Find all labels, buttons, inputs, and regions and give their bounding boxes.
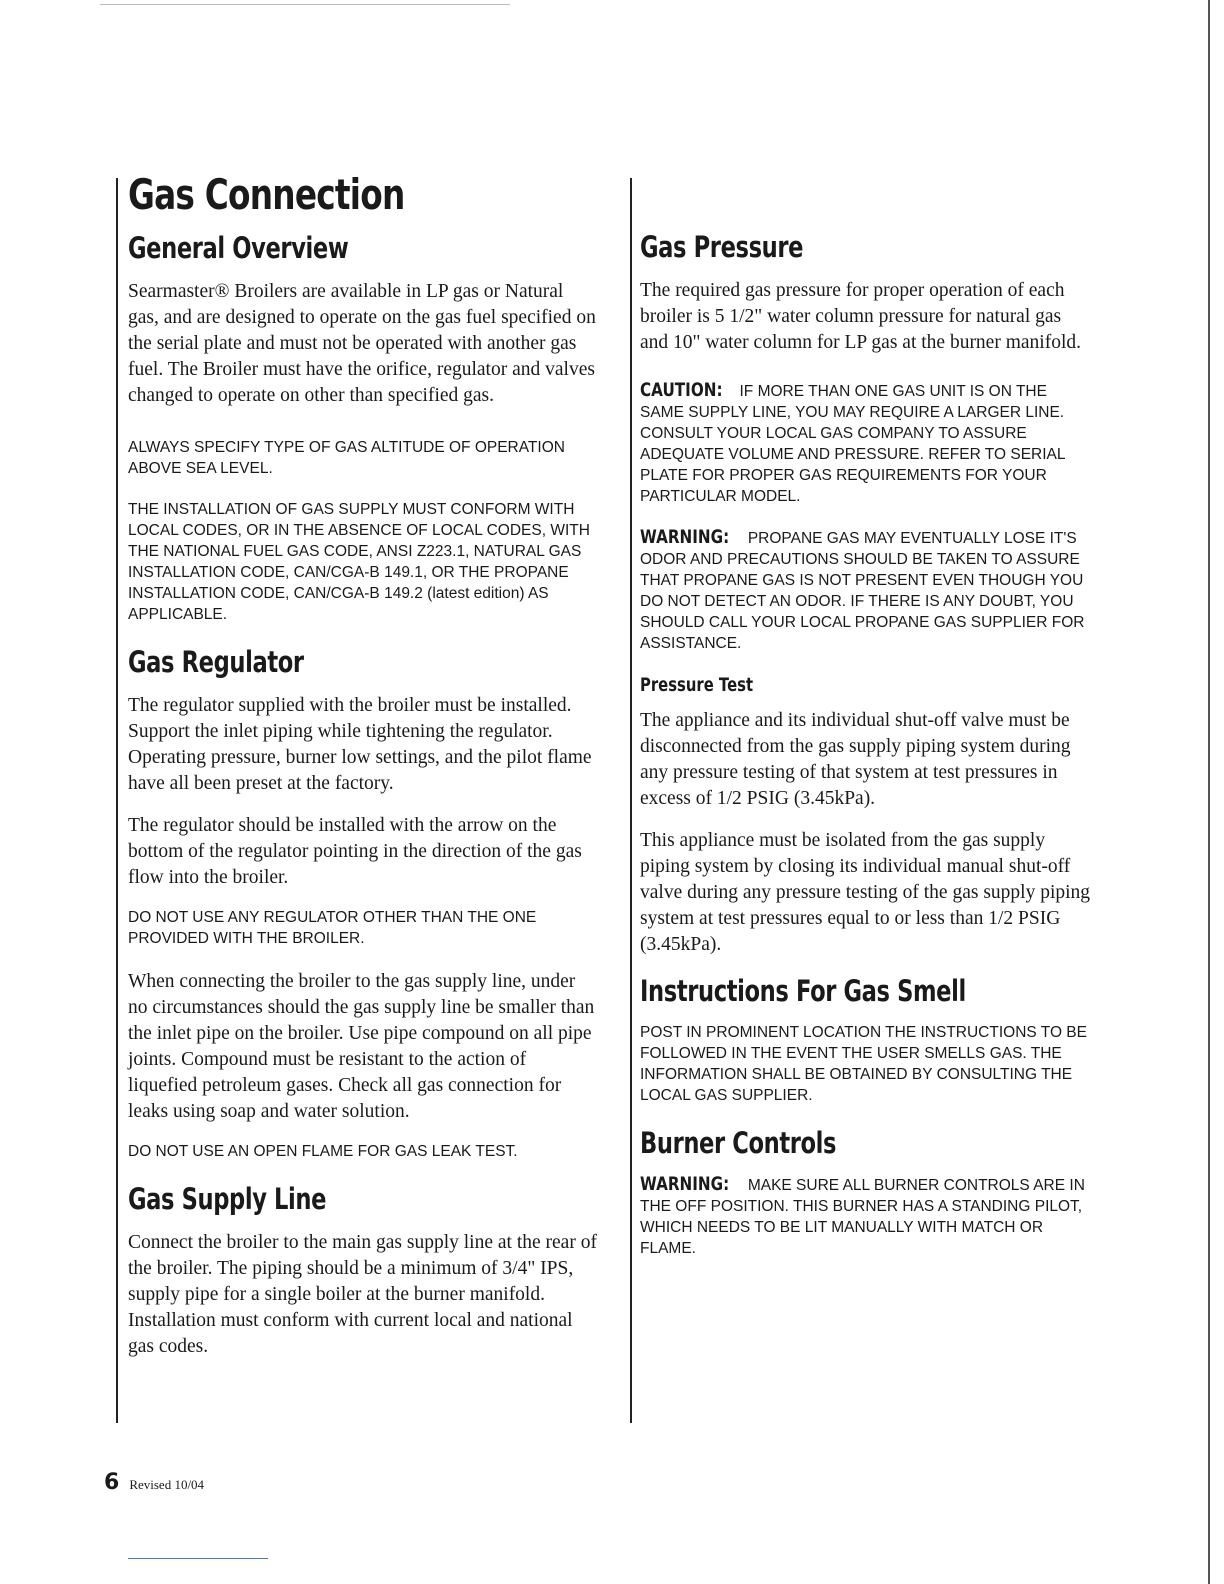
gas-pressure-heading: Gas Pressure bbox=[640, 230, 804, 264]
burner-warning-label: WARNING: bbox=[640, 1173, 730, 1195]
pressure-test-paragraph-1: The appliance and its individual shut-off valve must be disconnected from the gas supply piping system during any pressure testing of that system at test pressures in excess of 1/2 PSIG (3.45kPa). bbox=[640, 710, 1071, 809]
burner-warning-notice bbox=[640, 1174, 1092, 1259]
pressure-test-paragraph-2: This appliance must be isolated from the gas supply piping system by closing its individual manual shut-off valve during any pressure testing of the gas supply piping system at test pressures equal to or less than 1/2 PSIG (3.45kPa). bbox=[640, 830, 1091, 955]
propane-warning-notice bbox=[640, 527, 1092, 654]
gas-regulator-paragraph-3: When connecting the broiler to the gas supply line, under no circumstances should the gas supply line be smaller than the inlet pipe on the broiler. Use pipe compound on all pipe joints. Compound must be resistant to the action of liquefied petroleum gases. Check all gas connection for leaks using soap and water solution. bbox=[128, 971, 595, 1122]
gas-type-notice: ALWAYS SPECIFY TYPE OF GAS ALTITUDE OF OPERATION ABOVE SEA LEVEL. bbox=[128, 439, 565, 477]
page-title: Gas Connection bbox=[128, 170, 405, 219]
gas-smell-heading: Instructions For Gas Smell bbox=[640, 974, 966, 1008]
caution-text: IF MORE THAN ONE GAS UNIT IS ON THE SAME SUPPLY LINE, YOU MAY REQUIRE A LARGER LINE. CONSULT YOUR LOCAL GAS COMPANY TO ASSURE ADEQUATE VOLUME AND PRESSURE. REFER TO SERIAL PLATE FOR PROPER GAS REQUIREMENTS FOR YOUR PARTICULAR MODEL. bbox=[640, 383, 1065, 505]
leak-test-notice: DO NOT USE AN OPEN FLAME FOR GAS LEAK TEST. bbox=[128, 1143, 518, 1160]
revision-date: Revised 10/04 bbox=[129, 1477, 205, 1492]
gas-regulator-paragraph-2: The regulator should be installed with the arrow on the bottom of the regulator pointing in the direction of the gas flow into the broiler. bbox=[128, 815, 582, 888]
regulator-notice: DO NOT USE ANY REGULATOR OTHER THAN THE ONE PROVIDED WITH THE BROILER. bbox=[128, 909, 537, 947]
page-number: 6 bbox=[104, 1470, 120, 1495]
general-overview-paragraph: Searmaster® Broilers are available in LP gas or Natural gas, and are designed to operate on the gas fuel specified on the serial plate and must not be operated with another gas fuel. The Broiler must have the orifice, regulator and valves changed to operate on other than specified gas. bbox=[128, 281, 596, 406]
burner-controls-heading: Burner Controls bbox=[640, 1126, 837, 1160]
right-column bbox=[640, 230, 1092, 1279]
caution-label: CAUTION: bbox=[640, 379, 723, 401]
page-edge-rule bbox=[1208, 0, 1210, 1584]
gas-supply-line-heading: Gas Supply Line bbox=[128, 1182, 327, 1216]
caution-notice bbox=[640, 380, 1092, 507]
warning-label: WARNING: bbox=[640, 526, 730, 548]
gas-supply-line-paragraph: Connect the broiler to the main gas supply line at the rear of the broiler. The piping should be a minimum of 3/4" IPS, supply pipe for a single boiler at the burner manifold. Installation must conform with current local and national gas codes. bbox=[128, 1232, 597, 1357]
left-column-rule bbox=[116, 178, 118, 1423]
general-overview-heading: General Overview bbox=[128, 231, 349, 265]
gas-pressure-paragraph: The required gas pressure for proper operation of each broiler is 5 1/2" water column pressure for natural gas and 10" water column for LP gas at the burner manifold. bbox=[640, 280, 1081, 353]
pressure-test-heading: Pressure Test bbox=[640, 674, 754, 696]
page-footer bbox=[104, 1470, 204, 1495]
propane-warning-text: PROPANE GAS MAY EVENTUALLY LOSE IT'S ODOR AND PRECAUTIONS SHOULD BE TAKEN TO ASSURE THAT PROPANE GAS IS NOT PRESENT EVEN THOUGH YOU DO NOT DETECT AN ODOR. IF THERE IS ANY DOUBT, YOU SHOULD CALL YOUR LOCAL PROPANE GAS SUPPLIER FOR ASSISTANCE. bbox=[640, 530, 1085, 652]
installation-codes-notice: THE INSTALLATION OF GAS SUPPLY MUST CONFORM WITH LOCAL CODES, OR IN THE ABSENCE OF LOCAL CODES, WITH THE NATIONAL FUEL GAS CODE, ANSI Z223.1, NATURAL GAS INSTALLATION CODE, CAN/CGA-B 149.1, OR THE PROPANE INSTALLATION CODE, CAN/CGA-B 149.2 (latest edition) AS APPLICABLE. bbox=[128, 501, 590, 623]
gas-regulator-paragraph-1: The regulator supplied with the broiler must be installed. Support the inlet piping while tightening the regulator. Operating pressure, burner low settings, and the pilot flame have all been preset at the factory. bbox=[128, 695, 592, 794]
gas-smell-notice: POST IN PROMINENT LOCATION THE INSTRUCTIONS TO BE FOLLOWED IN THE EVENT THE USER SMELLS GAS. THE INFORMATION SHALL BE OBTAINED BY CONSULTING THE LOCAL GAS SUPPLIER. bbox=[640, 1024, 1087, 1104]
burner-warning-text: MAKE SURE ALL BURNER CONTROLS ARE IN THE OFF POSITION. THIS BURNER HAS A STANDING PILOT, WHICH NEEDS TO BE LIT MANUALLY WITH MATCH OR FLAME. bbox=[640, 1177, 1085, 1257]
right-column-rule bbox=[630, 178, 632, 1423]
scan-top-line bbox=[100, 4, 510, 5]
gas-regulator-heading: Gas Regulator bbox=[128, 645, 304, 679]
bottom-link-line bbox=[128, 1558, 268, 1559]
left-column bbox=[128, 170, 598, 1376]
